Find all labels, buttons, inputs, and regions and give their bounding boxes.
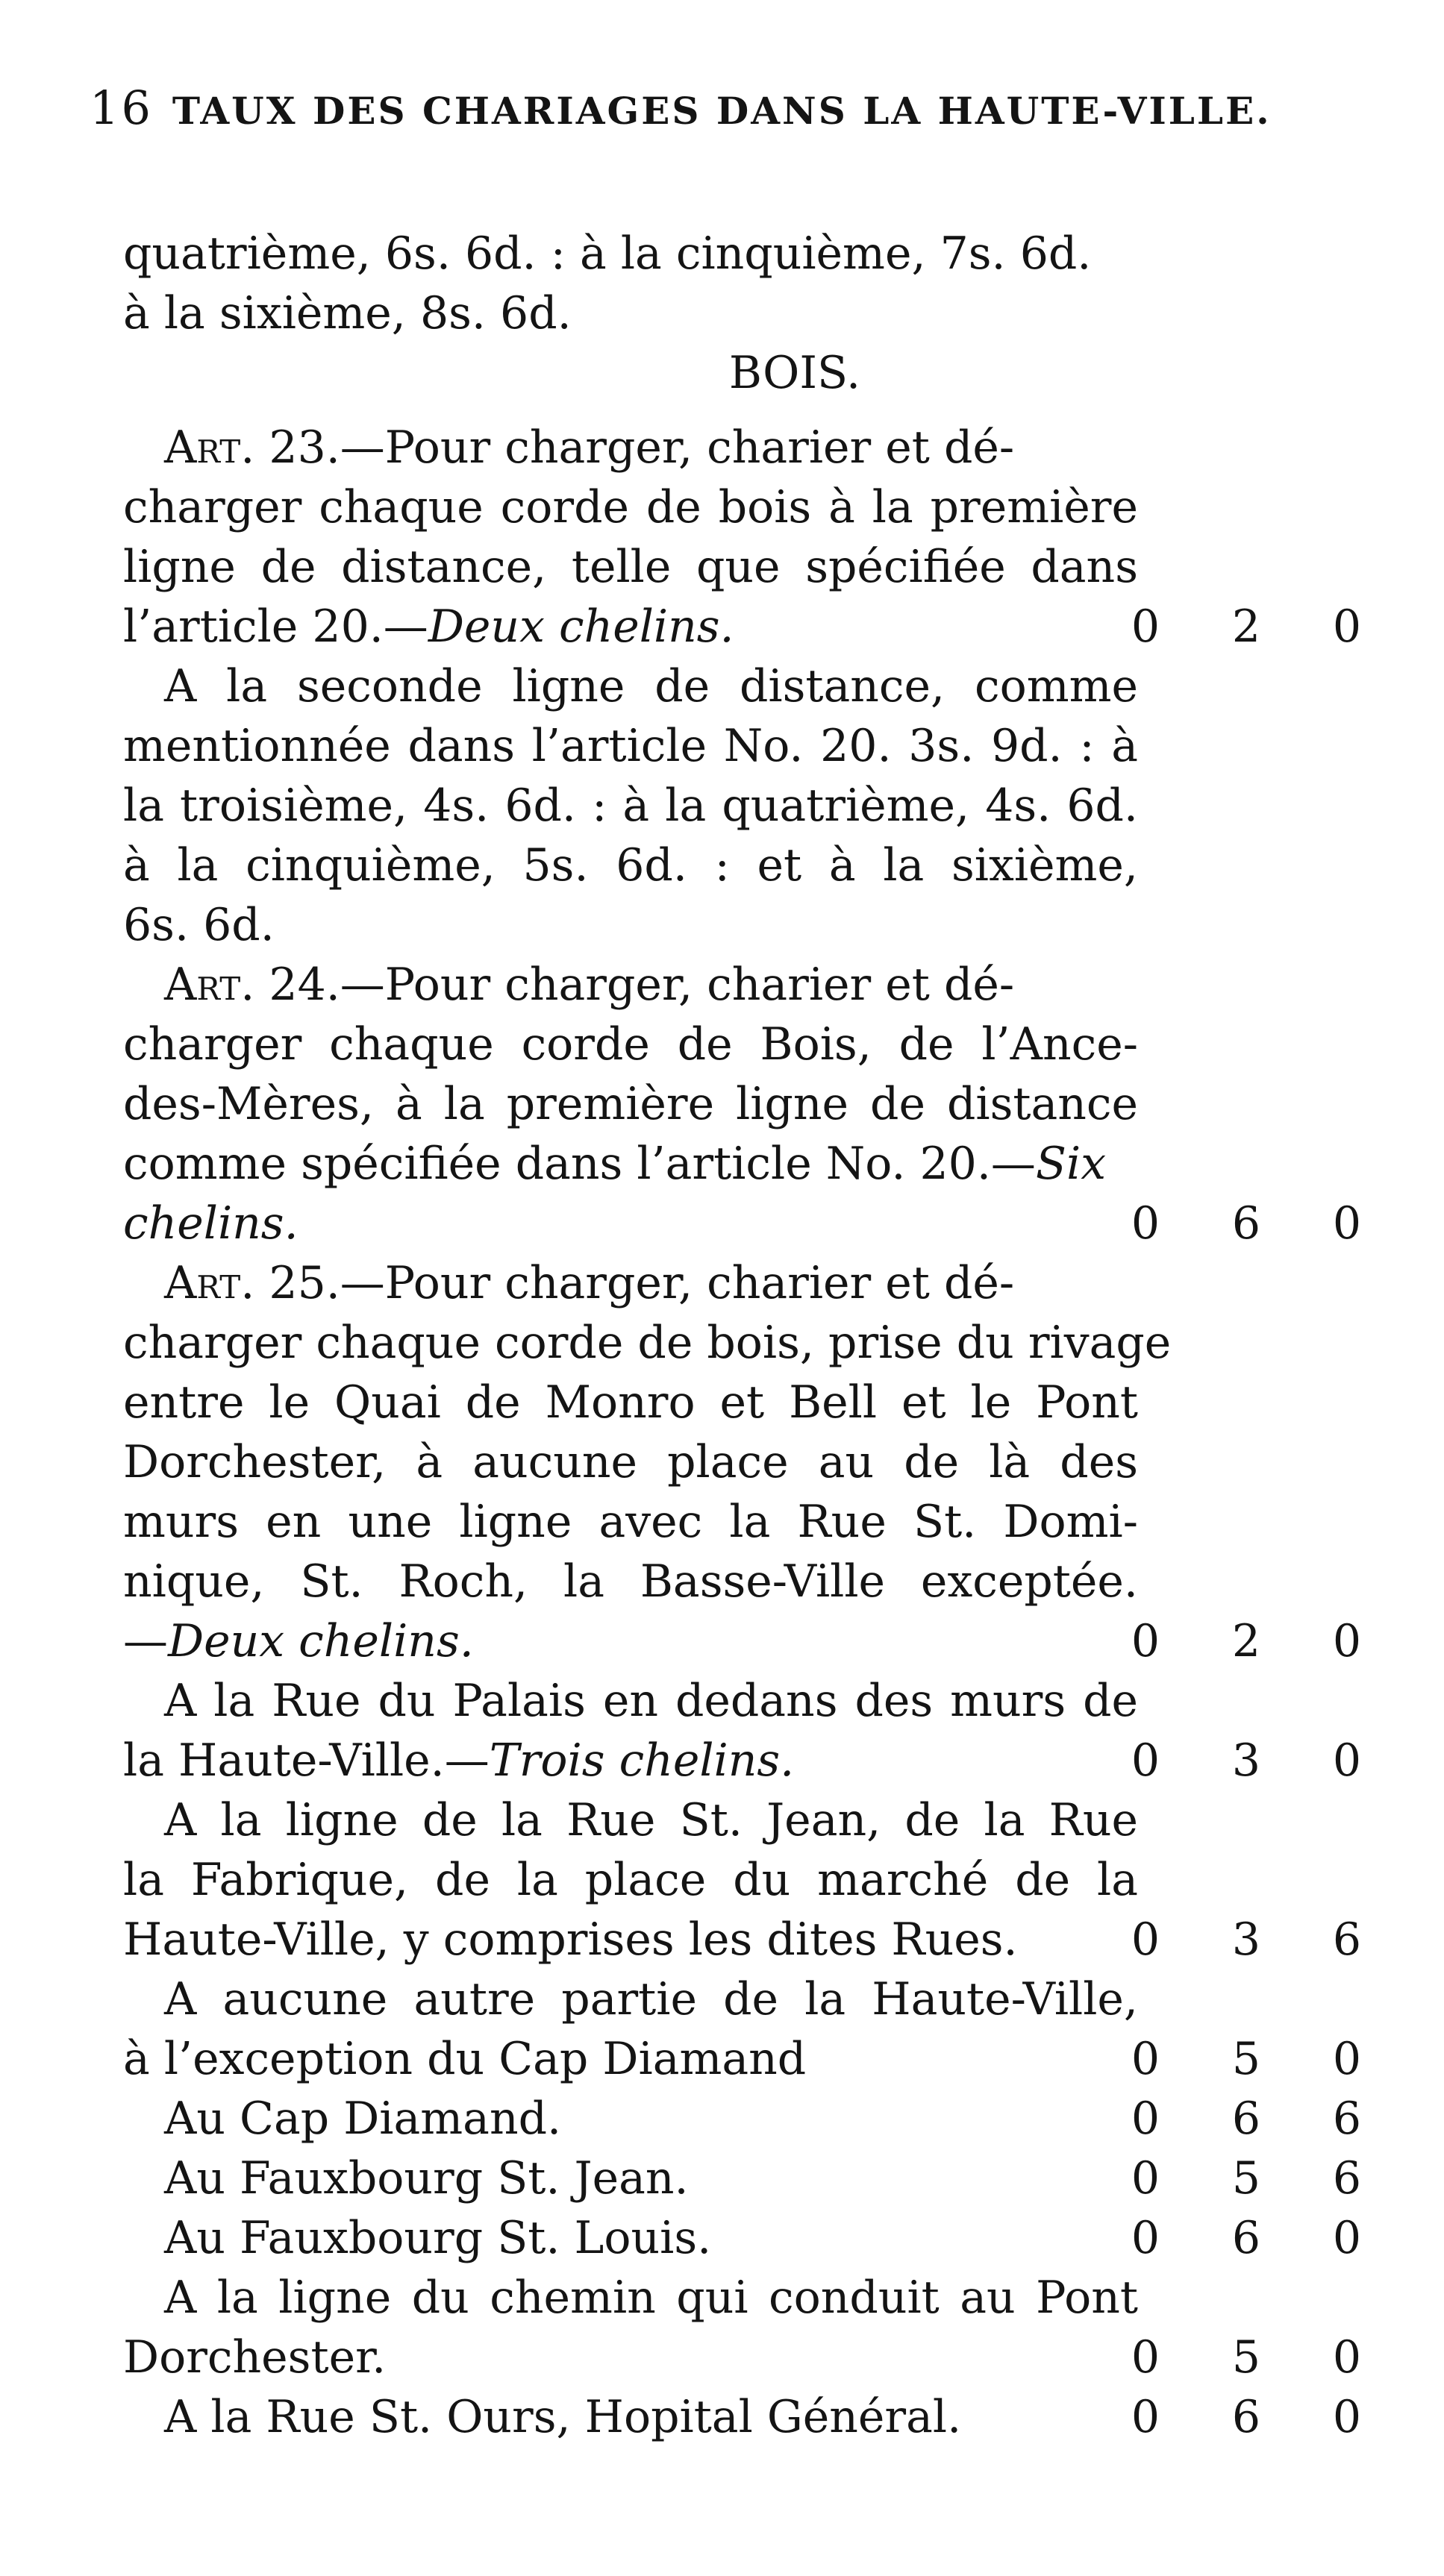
text-line (123, 1731, 1138, 1790)
rate-pence: 0 (1332, 1734, 1362, 1787)
rate-rue-palais (1119, 1731, 1373, 1790)
article-label: Art. (164, 959, 255, 1011)
text-line (123, 1611, 1138, 1671)
text-line: murs en une ligne avec la Rue St. Domi- (123, 1496, 1138, 1548)
text-run: comme spécifiée dans l’article No. 20.— (123, 1138, 1036, 1190)
text-run: l’article 20.— (123, 601, 428, 653)
rate-shillings: 6 (1231, 2212, 1261, 2264)
rate-pence: 0 (1332, 2331, 1362, 2384)
text-line: charger chaque corde de Bois, de l’Ance- (123, 1018, 1138, 1071)
rate-fauxbourg-st-jean (1119, 2149, 1373, 2208)
text-line: A la Rue St. Ours, Hopital Général. (164, 2391, 962, 2443)
rate-shillings: 5 (1231, 2033, 1261, 2085)
running-head-title: TAUX DES CHARIAGES DANS LA HAUTE-VILLE. (172, 89, 1272, 133)
rate-cap-diamand (1119, 2089, 1373, 2149)
rate-art25 (1119, 1611, 1373, 1671)
rate-pence: 0 (1332, 2033, 1362, 2085)
rate-pence: 6 (1332, 2093, 1362, 2145)
rate-pounds: 0 (1131, 2331, 1160, 2384)
italic-amount: Deux chelins. (428, 601, 734, 653)
italic-amount: chelins. (123, 1197, 299, 1250)
text-line: Dorchester. (123, 2331, 387, 2384)
text-line: mentionnée dans l’article No. 20. 3s. 9d. : à (123, 720, 1138, 772)
rate-pence: 0 (1332, 601, 1362, 653)
text-line: A aucune autre partie de la Haute-Ville, (164, 1973, 1138, 2025)
article-text: 25.—Pour charger, charier et dé- (269, 1257, 1015, 1309)
rate-shillings: 3 (1231, 1734, 1261, 1787)
text-line: ligne de distance, telle que spécifiée dans (123, 541, 1138, 593)
text-line: la troisième, 4s. 6d. : à la quatrième, 4s. 6d. (123, 780, 1138, 832)
text-line: Au Fauxbourg St. Louis. (164, 2212, 712, 2264)
text-line: A la Rue du Palais en dedans des murs de (164, 1675, 1138, 1727)
page-number: 16 (90, 81, 153, 135)
rate-shillings: 5 (1231, 2152, 1261, 2204)
rate-pence: 0 (1332, 2212, 1362, 2264)
text-line: Haute-Ville, y comprises les dites Rues. (123, 1914, 1018, 1966)
text-line: A la ligne du chemin qui conduit au Pont (164, 2272, 1138, 2324)
article-label: Art. (164, 422, 255, 474)
article-text: 23.—Pour charger, charier et dé- (269, 422, 1015, 474)
rate-pounds: 0 (1131, 2033, 1160, 2085)
running-header (90, 81, 1358, 135)
rate-shillings: 2 (1231, 601, 1261, 653)
text-line: A la seconde ligne de distance, comme (164, 660, 1138, 712)
rate-pounds: 0 (1131, 1197, 1160, 1250)
text-line (123, 1134, 1138, 1194)
rate-art23 (1119, 597, 1373, 656)
text-line: charger chaque corde de bois à la première (123, 481, 1138, 533)
rate-autre-partie (1119, 2029, 1373, 2089)
article-label: Art. (164, 1257, 255, 1309)
rate-rue-st-ours (1119, 2387, 1373, 2447)
rate-shillings: 6 (1231, 2093, 1261, 2145)
article-23-line (164, 418, 1138, 477)
rate-art24 (1119, 1194, 1373, 1253)
italic-amount: Deux chelins. (168, 1615, 474, 1667)
rate-pounds: 0 (1131, 1734, 1160, 1787)
article-text: 24.—Pour charger, charier et dé- (269, 959, 1015, 1011)
rate-fauxbourg-st-louis (1119, 2208, 1373, 2268)
text-line: entre le Quai de Monro et Bell et le Pont (123, 1376, 1138, 1429)
section-title: BOIS. (728, 347, 861, 399)
rate-pounds: 0 (1131, 601, 1160, 653)
rate-pence: 0 (1332, 1615, 1362, 1667)
rate-pence: 6 (1332, 1914, 1362, 1966)
rate-pence: 0 (1332, 2391, 1362, 2443)
text-line: à la cinquième, 5s. 6d. : et à la sixième, (123, 839, 1138, 891)
text-line: à l’exception du Cap Diamand (123, 2033, 807, 2085)
rate-pounds: 0 (1131, 2093, 1160, 2145)
text-line (123, 597, 1138, 656)
rate-shillings: 3 (1231, 1914, 1261, 1966)
text-line: quatrième, 6s. 6d. : à la cinquième, 7s. 6d. (123, 228, 1092, 280)
rate-pounds: 0 (1131, 2391, 1160, 2443)
rate-shillings: 5 (1231, 2331, 1261, 2384)
text-line: Au Fauxbourg St. Jean. (164, 2152, 689, 2204)
text-line: charger chaque corde de bois, prise du rivage (123, 1317, 1172, 1369)
text-line: 6s. 6d. (123, 899, 275, 951)
text-line: Au Cap Diamand. (164, 2093, 562, 2145)
rate-shillings: 2 (1231, 1615, 1261, 1667)
text-line: à la sixième, 8s. 6d. (123, 287, 572, 339)
text-line: la Fabrique, de la place du marché de la (123, 1854, 1138, 1906)
italic-amount: Six (1035, 1138, 1107, 1190)
text-line: Dorchester, à aucune place au de là des (123, 1436, 1138, 1488)
article-25-line (164, 1253, 1138, 1313)
rate-shillings: 6 (1231, 1197, 1261, 1250)
text-line (123, 1194, 1138, 1253)
rate-rue-st-jean (1119, 1910, 1373, 1969)
rate-pence: 6 (1332, 2152, 1362, 2204)
rate-pounds: 0 (1131, 1615, 1160, 1667)
text-line: A la ligne de la Rue St. Jean, de la Rue (164, 1794, 1138, 1846)
text-run: la Haute-Ville.— (123, 1734, 490, 1787)
article-24-line (164, 955, 1138, 1015)
text-run: — (123, 1615, 168, 1667)
text-line: nique, St. Roch, la Basse-Ville exceptée. (123, 1555, 1138, 1608)
text-line: des-Mères, à la première ligne de distance (123, 1078, 1138, 1130)
italic-amount: Trois chelins. (489, 1734, 795, 1787)
rate-chemin-pont-dorchester (1119, 2328, 1373, 2387)
rate-pounds: 0 (1131, 1914, 1160, 1966)
rate-pounds: 0 (1131, 2212, 1160, 2264)
rate-pence: 0 (1332, 1197, 1362, 1250)
rate-shillings: 6 (1231, 2391, 1261, 2443)
rate-pounds: 0 (1131, 2152, 1160, 2204)
